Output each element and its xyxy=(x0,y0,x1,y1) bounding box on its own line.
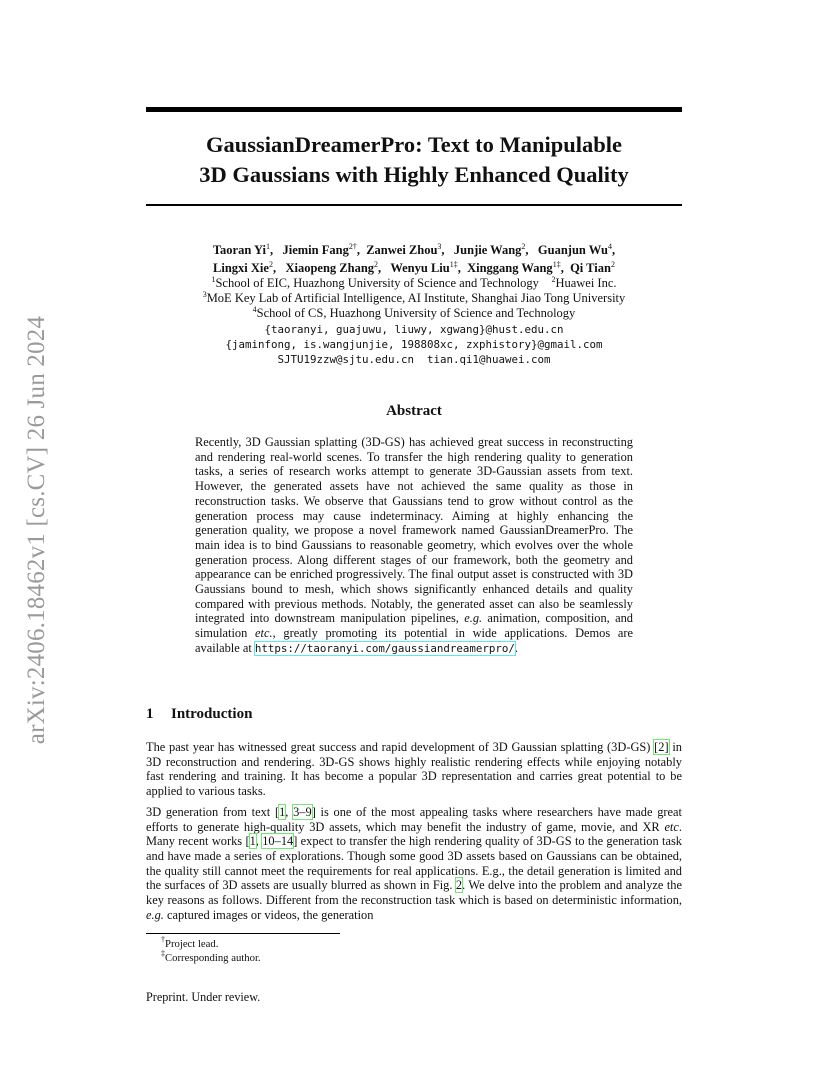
abstract-part: animation, composition, and simulation xyxy=(195,611,633,641)
section-title: Introduction xyxy=(171,706,253,722)
title-line-2: 3D Gaussians with Highly Enhanced Quality xyxy=(199,162,629,187)
title-top-rule xyxy=(146,107,682,112)
footnote-2 xyxy=(161,951,261,965)
footnote-rule xyxy=(146,933,340,934)
author-list xyxy=(146,241,682,277)
author-marker: 1‡ xyxy=(449,260,458,269)
footnote-1 xyxy=(161,937,261,951)
abstract-part: . xyxy=(514,640,518,655)
title-line-1: GaussianDreamerPro: Text to Manipulable xyxy=(205,132,623,157)
email-line-2: {jaminfong, is.wangjunjie, 198808xc, zxphistory}@gmail.com xyxy=(225,338,603,351)
author: Taoran Yi xyxy=(212,243,266,257)
author: Junjie Wang xyxy=(453,243,522,257)
author-marker: 4 xyxy=(608,242,612,251)
author-marker: 2 xyxy=(610,260,615,269)
affiliation-text: School of EIC, Huazhong University of Science and Technology xyxy=(215,276,539,290)
paragraph-text: ] is one of the most appealing tasks where researchers have made great efforts to generate high-quality 3D assets, which may benefit the industry of game, movie, and XR xyxy=(146,804,682,834)
paragraph-text: 3D generation from text [ xyxy=(146,804,280,819)
affiliation-marker: 1 xyxy=(211,275,216,284)
author: Lingxi Xie xyxy=(213,261,269,275)
affiliation-line-2 xyxy=(146,291,682,306)
author-marker: 2 xyxy=(521,242,526,251)
author-marker: 2 xyxy=(374,260,379,269)
section-heading-introduction xyxy=(146,706,252,723)
author: Guanjun Wu xyxy=(537,243,608,257)
preprint-notice: Preprint. Under review. xyxy=(146,990,261,1004)
author: Qi Tian xyxy=(570,261,611,275)
paper-title xyxy=(146,130,682,190)
abstract-emphasis: etc. xyxy=(255,626,273,641)
author-line-1: Taoran Yi$^1$, Jiemin Fang$^{2\dagger}$, Zanwei Zhou$^3$, Junjie Wang$^2$, Guanjun Wu$^4$, xyxy=(212,242,616,257)
author: Zanwei Zhou xyxy=(366,243,438,257)
affiliation-marker: 2 xyxy=(551,275,556,284)
abstract-emphasis: e.g. xyxy=(464,611,483,626)
citation-link[interactable]: 1 xyxy=(279,804,286,819)
footnote-text: Corresponding author. xyxy=(165,952,261,964)
author-marker: 1‡ xyxy=(552,260,561,269)
paragraph-text: . Many recent works [ xyxy=(146,819,682,849)
citation-link[interactable]: 10–14 xyxy=(262,834,294,849)
paragraph-text: , xyxy=(255,834,263,849)
paragraph-text: . We delve into the problem and analyze the key reasons as follows. Different from the reconstruction task which is based on deterministic information, xyxy=(146,878,682,908)
paragraph-text: , xyxy=(285,804,294,819)
introduction-body xyxy=(146,740,682,928)
paragraph xyxy=(146,740,682,799)
citation-link[interactable]: 1 xyxy=(249,834,256,849)
affiliation-text: School of CS, Huazhong University of Science and Technology xyxy=(256,306,576,320)
affiliation-text: Huawei Inc. xyxy=(555,276,617,290)
footnote-marker: ‡ xyxy=(161,949,165,958)
emphasis: etc xyxy=(664,819,679,834)
paragraph xyxy=(146,805,682,923)
section-number: 1 xyxy=(146,706,154,722)
footnote-text: Project lead. xyxy=(165,938,219,950)
footnotes xyxy=(161,937,261,965)
author: Xiaopeng Zhang xyxy=(285,261,375,275)
abstract-part: , greatly promoting its potential in wide applications. Demos are available at xyxy=(195,626,633,655)
author-marker: 1 xyxy=(266,242,270,251)
affiliation-marker: 4 xyxy=(252,305,257,314)
author-marker: 2 xyxy=(268,260,273,269)
paragraph-text: The past year has witnessed great success and rapid development of 3D Gaussian splatting (3D-GS) xyxy=(146,740,655,754)
author: Jiemin Fang xyxy=(282,243,349,257)
email-line-3: SJTU19zzw@sjtu.edu.cn tian.qi1@huawei.com xyxy=(277,353,551,366)
paragraph-text: ] expect to transfer the high rendering quality of 3D-GS to the generation task and have made a series of explorations. Though some good 3D assets based on Gaussians can be obtained, the quality still cannot meet the requirements for real applications. E.g., the detail generation is limited and the surfaces of 3D assets are usually blurred as shown in Fig. xyxy=(146,834,682,893)
abstract-heading: Abstract xyxy=(386,403,442,419)
citation-link[interactable]: [2] xyxy=(654,740,669,754)
arxiv-identifier: arXiv:2406.18462v1 [cs.CV] 26 Jun 2024 xyxy=(23,315,50,745)
citation-link[interactable]: 3–9 xyxy=(293,804,312,819)
footnote-marker: † xyxy=(161,935,165,944)
paragraph-text: in 3D reconstruction and rendering. 3D-GS shows highly realistic rendering effects while enjoying notably fast rendering and training. It has become a popular 3D representation and carries great potential to be applied to various tasks. xyxy=(146,740,682,799)
affiliations xyxy=(146,276,682,321)
affiliation-marker: 3 xyxy=(202,290,207,299)
affiliation-line-3 xyxy=(146,306,682,321)
affiliation-line-1 xyxy=(146,276,682,291)
abstract-text xyxy=(195,435,633,657)
figure-link[interactable]: 2 xyxy=(455,878,463,893)
author-marker: 2† xyxy=(348,242,357,251)
arxiv-sidebar-stamp xyxy=(22,290,52,770)
author: Wenyu Liu xyxy=(390,261,450,275)
email-block xyxy=(146,322,682,367)
abstract-part: Recently, 3D Gaussian splatting (3D-GS) has achieved great success in reconstructing and rendering real-world scenes. To transfer the high rendering quality to generation tasks, a series of research works attempt to generate 3D-Gaussian assets from text. However, the generated assets have not achieved the same quality as those in reconstruction tasks. We observe that Gaussians tend to grow without control as the generation process may cause indeterminacy. Aiming at highly enhancing the generation quality, we propose a novel framework named GaussianDreamerPro. The main idea is to bind Gaussians to reasonable geometry, which evolves over the whole generation process. Along different stages of our framework, both the geometry and appearance can be enriched progressively. The final output asset is constructed with 3D Gaussians bound to mesh, which shows significantly enhanced details and quality compared with previous methods. Notably, the generated asset can also be seamlessly integrated into downstream manipulation pipelines, xyxy=(195,435,633,626)
author: Xinggang Wang xyxy=(467,261,553,275)
author-line-2: Lingxi Xie$^2$, Xiaopeng Zhang$^2$, Wenyu Liu$^{1\ddagger}$, Xinggang Wang$^{1\ddagger}$, Qi Tian$^2$ xyxy=(213,260,615,275)
author-marker: 3 xyxy=(437,242,442,251)
paragraph-text: captured images or videos, the generation xyxy=(163,907,374,922)
emphasis: e.g. xyxy=(146,907,164,922)
title-bottom-rule xyxy=(146,204,682,206)
demo-link[interactable]: https://taoranyi.com/gaussiandreamerpro/ xyxy=(254,641,515,655)
email-line-1: {taoranyi, guajuwu, liuwy, xgwang}@hust.edu.cn xyxy=(264,323,564,336)
affiliation-text: MoE Key Lab of Artificial Intelligence, AI Institute, Shanghai Jiao Tong University xyxy=(206,291,626,305)
